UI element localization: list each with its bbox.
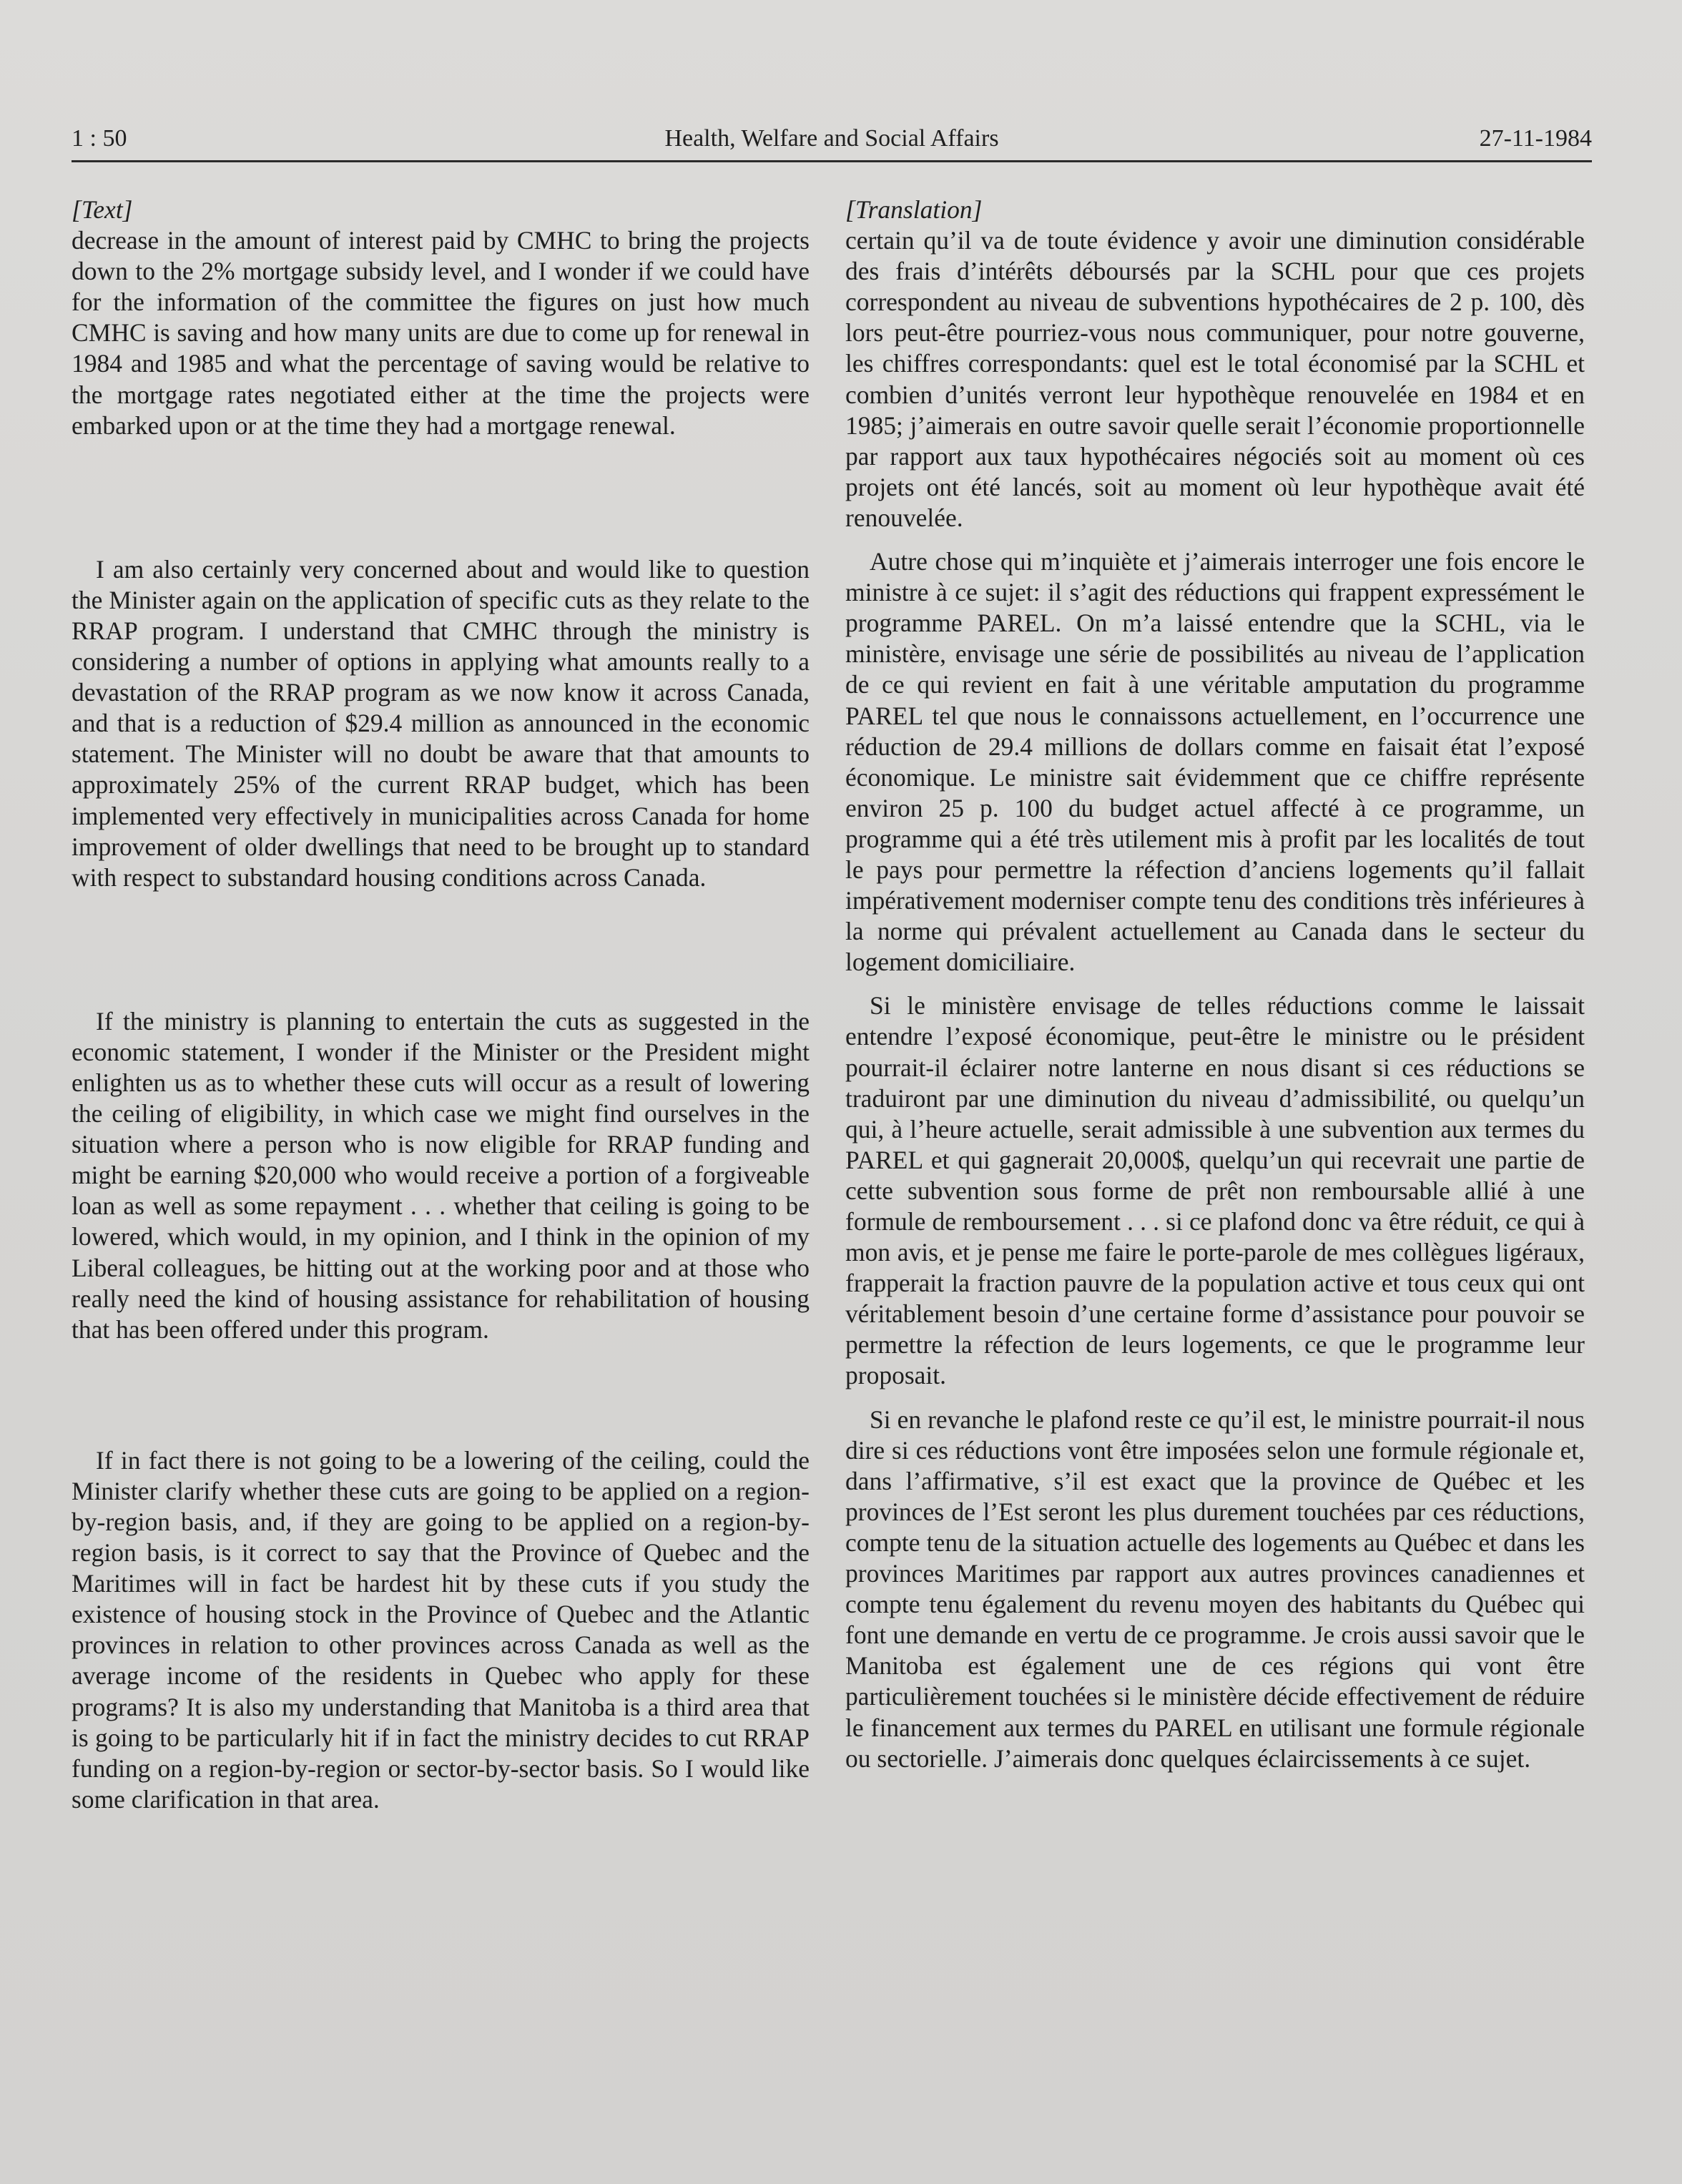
english-paragraph-2: I am also certainly very concerned about and would like to question the Minister again on the application of specific cuts as they relate to the RRAP program. I understand that CMHC through the ministry is considering a number of options in applying what amounts really to a devastation of the RRAP program as we now know it across Canada, and that is a reduction of $29.4 million as announced in the economic statement. The Minister will no doubt be aware that that amounts to approximately 25% of the current RRAP budget, which has been implemented very effectively in municipalities across Canada for home improvement of older dwellings that need to be brought up to standard with respect to substandard housing conditions across Canada. <box>72 554 810 892</box>
french-paragraph-2: Autre chose qui m’inquiète et j’aimerais interroger une fois encore le ministre à ce sujet: il s’agit des réductions qui frappent expressément le programme PAREL. On m’a laissé entendre que la SCHL, via le ministère, envisage une série de possibilités au niveau de l’application de ce qui revient en fait à une véritable amputation du programme PAREL tel que nous le connaissons actuellement, en l’occurrence une réduction de 29.4 millions de dollars comme en faisait état l’exposé économique. Le ministre sait évidemment que ce chiffre représente environ 25 p. 100 du budget actuel affecté à ce programme, un programme qui a été très utilement mis à profit par les localités de tout le pays pour permettre la réfection d’anciens logements qu’il fallait impérativement moderniser compte tenu des conditions très inférieures à la norme qui prévalent actuellement au Canada dans le secteur du logement domiciliaire. <box>845 547 1585 977</box>
english-column <box>72 195 810 1815</box>
translation-label: [Translation] <box>845 195 983 224</box>
french-paragraph-4: Si en revanche le plafond reste ce qu’il est, le ministre pourrait-il nous dire si ces réductions vont être imposées selon une formule régionale et, dans l’affirmative, s’il est exact que la province de Québec et les provinces de l’Est seront les plus durement touchées par ces réductions, compte tenu de la situation actuelle des logements au Québec et dans les provinces Maritimes par rapport aux autres provinces canadiennes et compte tenu également du revenu moyen des habitants du Québec qui font une demande en vertu de ce programme. Je crois aussi savoir que le Manitoba est également une de ces régions qui vont être particulièrement touchées si le ministère décide effectivement de réduire le financement aux termes du PAREL en utilisant une formule régionale ou sectorielle. J’aimerais donc quelques éclaircissements à ce sujet. <box>845 1405 1585 1773</box>
french-column <box>845 195 1585 1774</box>
page-number: 1 : 50 <box>72 125 127 152</box>
english-paragraph-3: If the ministry is planning to entertain the cuts as suggested in the economic statement, I wonder if the Minister or the President might enlighten us as to whether these cuts will occur as a result of lowering the ceiling of eligibility, in which case we might find ourselves in the situation where a person who is now eligible for RRAP funding and might be earning $20,000 who would receive a portion of a forgiveable loan as well as some repayment . . . whether that ceiling is going to be lowered, which would, in my opinion, and I think in the opinion of my Liberal colleagues, be hitting out at the working poor and at those who really need the kind of housing assistance for rehabilitation of housing that has been offered under this program. <box>72 1006 810 1344</box>
french-paragraph-3: Si le ministère envisage de telles réductions comme le laissait entendre l’exposé économique, peut-être le ministre ou le président pourrait-il éclairer notre lanterne en nous disant si ces réductions se traduiront par une diminution du niveau d’admissibilité, ou quelqu’un qui, à l’heure actuelle, serait admissible à une subvention aux termes du PAREL et qui gagnerait 20,000$, quelqu’un qui recevrait une partie de cette subvention sous forme de prêt non remboursable allié à une formule de remboursement . . . si ce plafond donc va être réduit, ce qui à mon avis, et je pense me faire le porte-parole de mes collègues ligéraux, frapperait la fraction pauvre de la population active et tous ceux qui ont véritablement besoin d’une certaine forme d’assistance pour pouvoir se permettre la réfection de leurs logements, ce que le programme leur proposait. <box>845 991 1585 1390</box>
text-label: [Text] <box>72 195 133 224</box>
english-paragraph-1: decrease in the amount of interest paid by CMHC to bring the projects down to the 2% mortgage subsidy level, and I wonder if we could have for the information of the committee the figures on just how much CMHC is saving and how many units are due to come up for renewal in 1984 and 1985 and what the percentage of saving would be relative to the mortgage rates negotiated either at the time the projects were embarked upon or at the time they had a mortgage renewal. <box>72 226 810 440</box>
running-title: Health, Welfare and Social Affairs <box>664 125 999 152</box>
page-header <box>72 120 1592 157</box>
french-paragraph-1: certain qu’il va de toute évidence y avoir une diminution considérable des frais d’intérêts déboursés par la SCHL pour que ces projets correspondent au niveau de subventions hypothécaires de 2 p. 100, dès lors peut-être pourriez-vous nous communiquer, pour notre gouverne, les chiffres correspondants: quel est le total économisé par la SCHL et combien d’unités verront leur hypothèque renouvelée en 1984 et en 1985; j’aimerais en outre savoir quelle serait l’économie proportionnelle par rapport aux taux hypothécaires négociés soit au moment où ces projets ont été lancés, soit au moment où leur hypothèque avait été renouvelée. <box>845 226 1585 532</box>
english-paragraph-4: If in fact there is not going to be a lowering of the ceiling, could the Minister clarify whether these cuts are going to be applied on a region-by-region basis, and, if they are going to be applied on a region-by-region basis, is it correct to say that the Province of Quebec and the Maritimes will in fact be hardest hit by these cuts if you study the existence of housing stock in the Province of Quebec and the Atlantic provinces in relation to other provinces across Canada as well as the average income of the residents in Quebec who apply for these programs? It is also my understanding that Manitoba is a third area that is going to be particularly hit if in fact the ministry decides to cut RRAP funding on a region-by-region or sector-by-sector basis. So I would like some clarification in that area. <box>72 1445 810 1814</box>
page-date: 27-11-1984 <box>1479 125 1592 152</box>
header-rule <box>72 160 1592 162</box>
